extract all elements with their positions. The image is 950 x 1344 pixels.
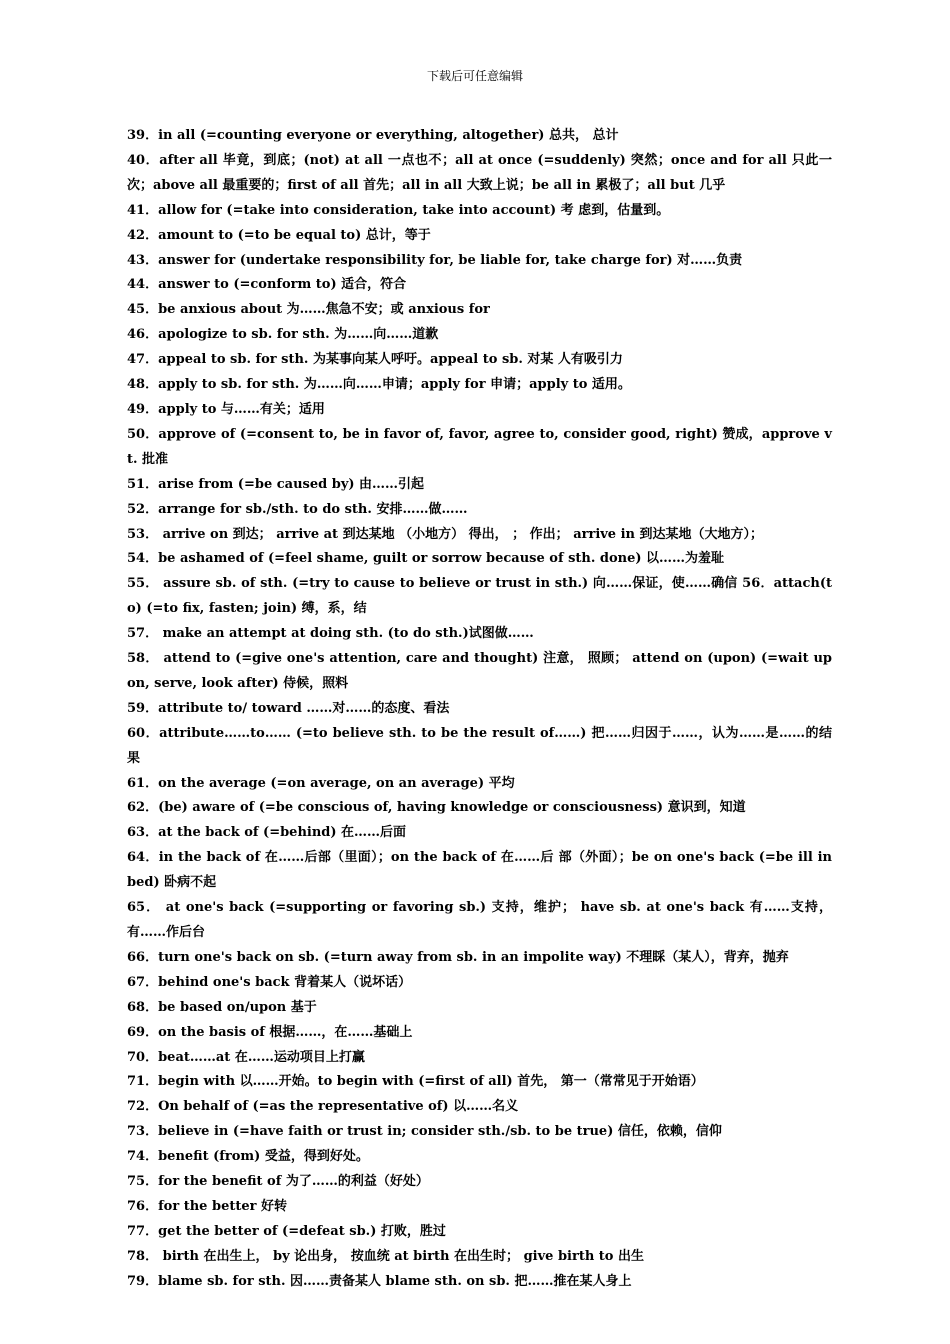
entry-50: 50．approve of (=consent to, be in favor of, favor, agree to, consider good, right) 赞成，approve vt. 批准 [127, 426, 832, 467]
entry-48: 48．apply to sb. for sth. 为……向……申请；apply for 申请；apply to 适用。 [127, 377, 631, 393]
entry-66: 66．turn one's back on sb. (=turn away from sb. in an impolite way) 不理睬（某人），背弃，抛弃 [127, 949, 789, 965]
entry-73: 73．believe in (=have faith or trust in; consider sth./sb. to be true) 信任，依赖，信仰 [127, 1124, 722, 1140]
entry-75: 75．for the benefit of 为了……的利益（好处） [127, 1174, 429, 1190]
entry-63: 63．at the back of (=behind) 在……后面 [127, 825, 407, 841]
entry-52: 52．arrange for sb./sth. to do sth. 安排……做…… [127, 501, 468, 517]
entry-60: 60．attribute……to…… (=to believe sth. to be the result of……) 把……归因于……，认为……是……的结果 [127, 725, 832, 766]
entry-44: 44．answer to (=conform to) 适合，符合 [127, 277, 407, 293]
entry-51: 51．arise from (=be caused by) 由……引起 [127, 476, 425, 492]
entry-67: 67．behind one's back 背着某人（说坏话） [127, 974, 412, 990]
page-header: 下载后可任意编辑 [426, 69, 523, 83]
entry-42: 42．amount to (=to be equal to) 总计，等于 [127, 227, 431, 243]
entry-65: 65． at one's back (=supporting or favoring sb.) 支持，维护； have sb. at one's back 有……支持，有……作后台 [127, 900, 832, 940]
entry-70: 70．beat……at 在……运动项目上打赢 [127, 1049, 365, 1065]
entry-49: 49．apply to 与……有关；适用 [127, 401, 325, 417]
entry-40: 40．after all 毕竟，到底；(not) at all 一点也不；all at once (=suddenly) 突然；once and for all 只此一次；above all 最重要的；first of all 首先；all in all 大致上说；be all in 累极了；all but 几乎 [127, 152, 832, 193]
entry-41: 41．allow for (=take into consideration, take into account) 考 虑到，估量到。 [127, 202, 670, 218]
entry-57: 57． make an attempt at doing sth. (to do sth.)试图做…… [127, 626, 534, 642]
entry-62: 62．(be) aware of (=be conscious of, having knowledge or consciousness) 意识到，知道 [127, 800, 746, 816]
entry-58: 58． attend to (=give one's attention, care and thought) 注意， 照顾； attend on (upon) (=wait upon, serve, look after) 侍候，照料 [127, 651, 832, 691]
entry-54: 54．be ashamed of (=feel shame, guilt or sorrow because of sth. done) 以……为羞耻 [127, 551, 725, 567]
entry-76: 76．for the better 好转 [127, 1198, 287, 1214]
entry-43: 43．answer for (undertake responsibility for, be liable for, take charge for) 对……负责 [127, 252, 743, 268]
entry-64: 64．in the back of 在……后部（里面）；on the back of 在……后 部（外面）；be on one's back (=be ill in bed) 卧病不起 [127, 850, 832, 891]
document-body [127, 124, 832, 1295]
entry-72: 72．On behalf of (=as the representative of) 以……名义 [127, 1099, 519, 1115]
entry-55: 55． assure sb. of sth. (=try to cause to believe or trust in sth.) 向……保证，使……确信 56．attach(to) (=to fix, fasten; join) 缚，系，结 [127, 576, 832, 617]
entry-47: 47．appeal to sb. for sth. 为某事向某人呼吁。appeal to sb. 对某 人有吸引力 [127, 352, 623, 368]
entry-59: 59．attribute to/ toward ……对……的态度、看法 [127, 700, 450, 716]
entry-68: 68．be based on/upon 基于 [127, 999, 317, 1015]
entry-61: 61．on the average (=on average, on an average) 平均 [127, 775, 515, 791]
entry-45: 45．be anxious about 为……焦急不安；或 anxious for [127, 302, 490, 318]
entry-46: 46．apologize to sb. for sth. 为……向……道歉 [127, 327, 439, 343]
entry-74: 74．benefit (from) 受益，得到好处。 [127, 1149, 369, 1165]
entry-77: 77．get the better of (=defeat sb.) 打败，胜过 [127, 1223, 446, 1239]
entry-78: 78． birth 在出生上， by 论出身， 按血统 at birth 在出生时； give birth to 出生 [127, 1248, 645, 1264]
entry-69: 69．on the basis of 根据……，在……基础上 [127, 1024, 413, 1040]
entry-79: 79．blame sb. for sth. 因……责备某人 blame sth. on sb. 把……推在某人身上 [127, 1273, 632, 1289]
entry-53: 53． arrive on 到达； arrive at 到达某地 （小地方） 得出， ； 作出； arrive in 到达某地（大地方）； [127, 526, 764, 542]
entry-39: 39．in all (=counting everyone or everything, altogether) 总共， 总计 [127, 128, 619, 143]
entry-71: 71．begin with 以……开始。to begin with (=first of all) 首先， 第一（常常见于开始语） [127, 1074, 704, 1090]
